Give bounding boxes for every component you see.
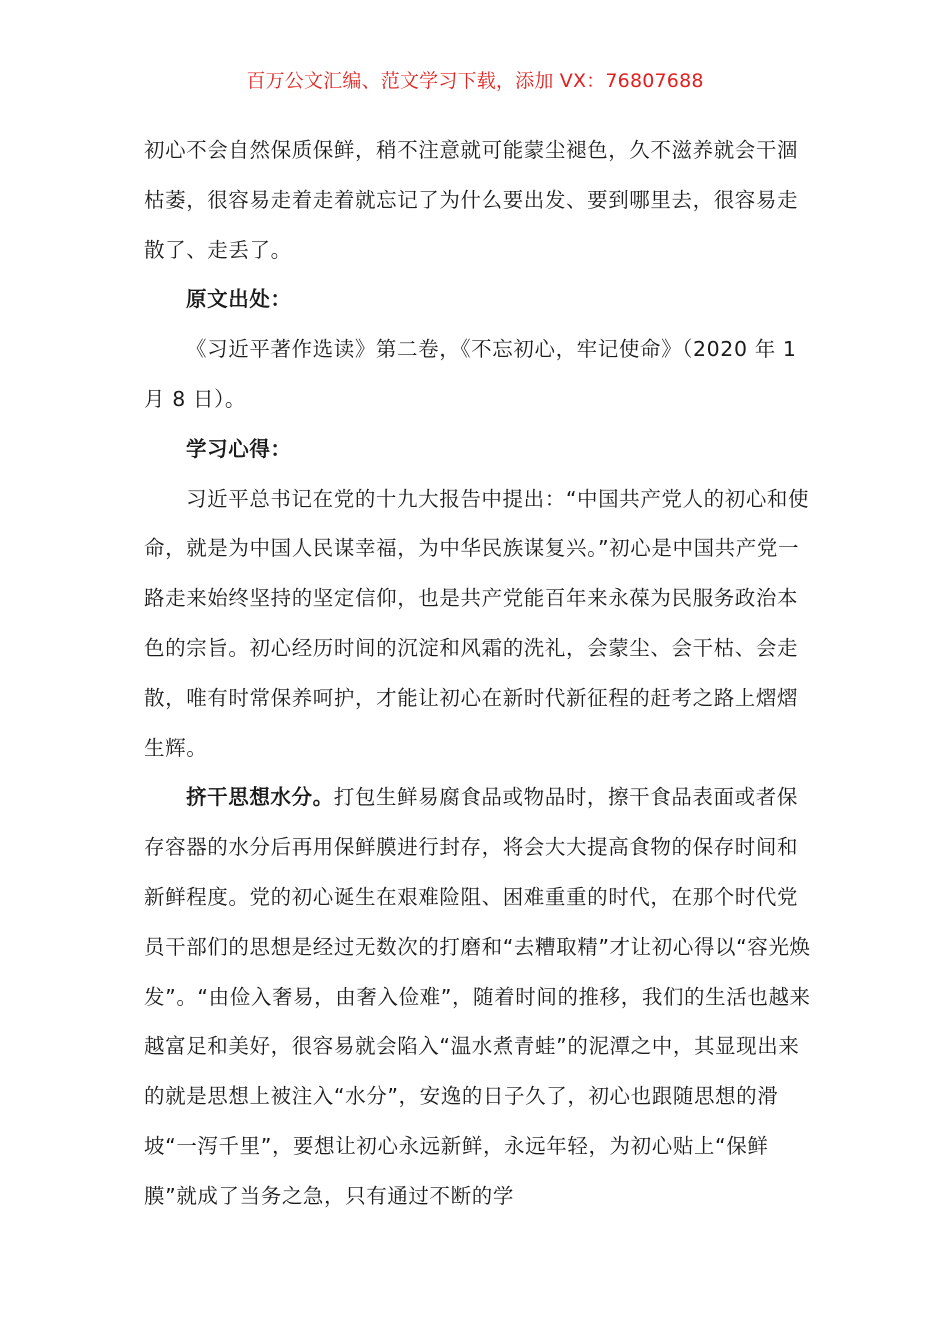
source-heading: 原文出处： <box>186 287 292 312</box>
header-banner: 百万公文汇编、范文学习下载，添加 VX：76807688 <box>246 70 704 92</box>
paragraph-squeeze-lead: 挤干思想水分。 <box>186 785 334 810</box>
study-heading: 学习心得： <box>186 436 292 461</box>
paragraph-squeeze <box>144 773 812 1221</box>
paragraph-squeeze-text: 打包生鲜易腐食品或物品时，擦干食品表面或者保存容器的水分后再用保鲜膜进行封存，将会大大提高食物的保存时间和新鲜程度。党的初心诞生在艰难险阻、困难重重的时代，在那个时代党员干部们的思想是经过无数次的打磨和“去糟取精”才让初心得以“容光焕发”。“由俭入奢易，由奢入俭难”，随着时间的推移，我们的生活也越来越富足和美好，很容易就会陷入“温水煮青蛙”的泥潭之中，其显现出来的就是思想上被注入“水分”，安逸的日子久了，初心也跟随思想的滑坡“一泻千里”，要想让初心永远新鲜，永远年轻，为初心贴上“保鲜膜”就成了当务之急，只有通过不断的学 <box>144 785 811 1208</box>
source-text: 《习近平著作选读》第二卷，《不忘初心，牢记使命》（2020 年 1 月 8 日）。 <box>144 337 797 411</box>
paragraph-study: 习近平总书记在党的十九大报告中提出：“中国共产党人的初心和使命，就是为中国人民谋幸福，为中华民族谋复兴。”初心是中国共产党一路走来始终坚持的坚定信仰，也是共产党能百年来永葆为民服务政治本色的宗旨。初心经历时间的沉淀和风霜的洗礼，会蒙尘、会干枯、会走散，唯有时常保养呵护，才能让初心在新时代新征程的赶考之路上熠熠生辉。 <box>144 486 810 760</box>
paragraph-intro: 初心不会自然保质保鲜，稍不注意就可能蒙尘褪色，久不滋养就会干涸枯萎，很容易走着走着就忘记了为什么要出发、要到哪里去，很容易走散了、走丢了。 <box>144 138 799 262</box>
document-body <box>144 126 812 1222</box>
